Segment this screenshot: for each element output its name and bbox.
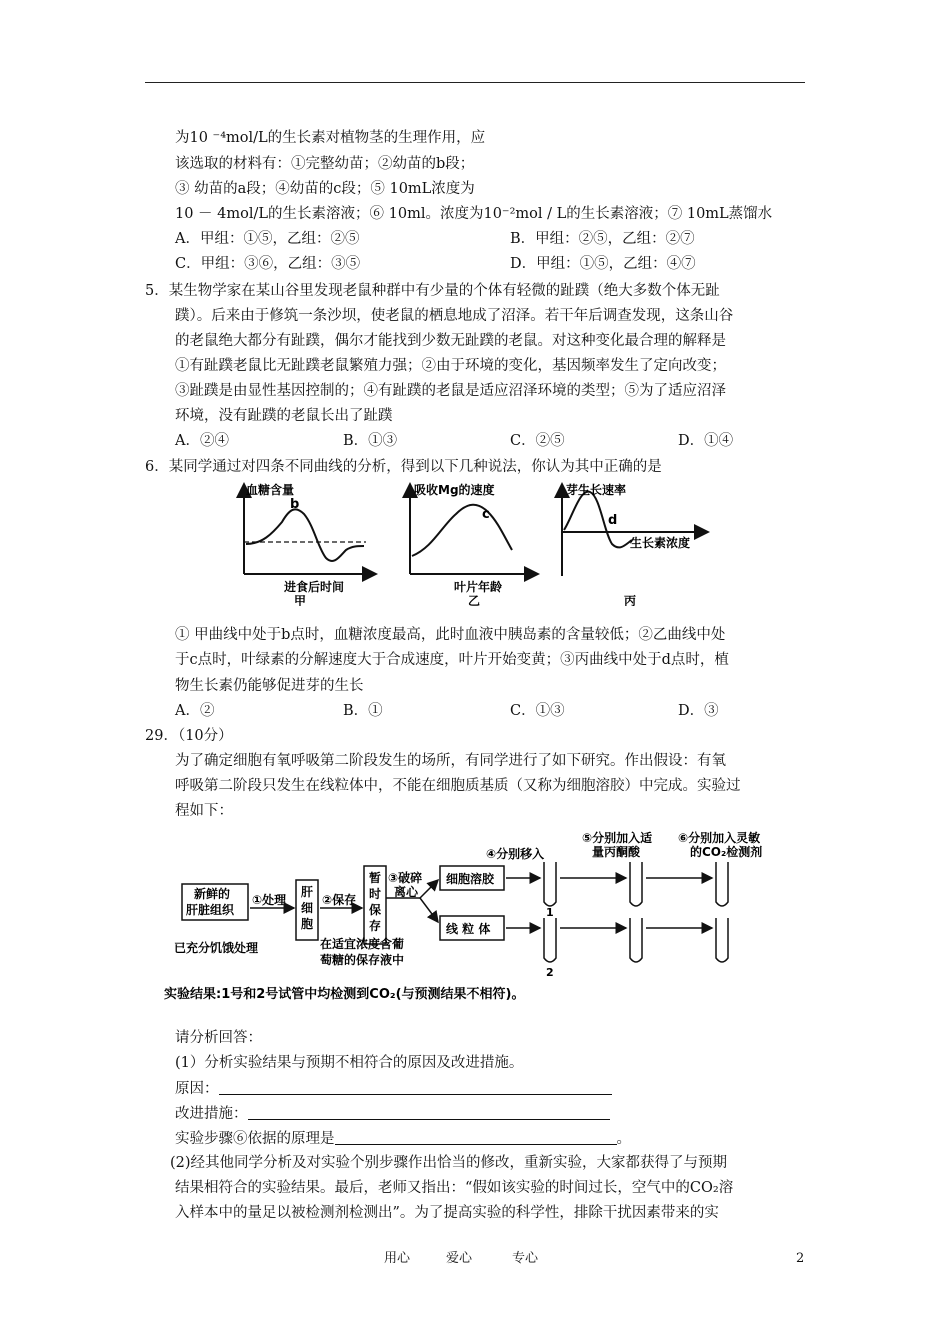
q4-option-a: A．甲组：①⑤，乙组：②⑤	[175, 231, 360, 247]
q6-stem: 6．某同学通过对四条不同曲线的分析，得到以下几种说法，你认为其中正确的是	[145, 459, 662, 475]
q6-option-d: D．③	[678, 703, 719, 719]
principle-end: 。	[616, 1131, 631, 1147]
tube-1	[544, 862, 556, 906]
experiment-diagram	[160, 826, 800, 1008]
graph-yi-xlabel: 叶片年龄	[454, 580, 503, 594]
q6-option-b: B．①	[343, 703, 383, 719]
graph-bing-xlabel: 生长素浓度	[630, 536, 691, 550]
q4-line-3: ③ 幼苗的a段；④幼苗的c段；⑤ 10mL浓度为	[175, 181, 475, 197]
fix-answer-blank[interactable]	[248, 1103, 610, 1120]
fix-row	[175, 1103, 610, 1124]
graph-yi-point: c	[482, 507, 490, 522]
q4-option-c: C．甲组：③⑥，乙组：③⑤	[175, 256, 361, 272]
graph-yi-name: 乙	[468, 594, 481, 606]
q29-header: 29．（10分）	[145, 728, 233, 744]
page-number: 2	[796, 1251, 805, 1266]
note-solution-2: 萄糖的保存液中	[320, 953, 405, 967]
temp-label-4: 存	[369, 919, 382, 933]
q29-sub1: (1）分析实验结果与预期不相符合的原因及改进措施。	[175, 1055, 524, 1071]
graph-bing-name: 丙	[624, 594, 637, 606]
q5-line-2: 蹼）。后来由于修筑一条沙坝，使老鼠的栖息地成了沼泽。若干年后调查发现，这条山谷	[175, 308, 734, 324]
q4-option-d: D．甲组：①⑤，乙组：④⑦	[510, 256, 696, 272]
graph-jia	[244, 482, 370, 606]
tube-col2-top	[630, 862, 642, 906]
q4-line-2: 该选取的材料有：①完整幼苗；②幼苗的b段；	[175, 156, 475, 172]
q6-option-a: A．②	[175, 703, 215, 719]
graph-yi-curve	[412, 505, 512, 556]
step3-label-2: 离心	[394, 885, 419, 899]
q29-line-2: 呼吸第二阶段只发生在线粒体中，不能在细胞质基质（又称为细胞溶胶）中完成。实验过	[175, 778, 741, 794]
tissue-label-1: 新鲜的	[194, 887, 231, 901]
q6-option-c: C．①③	[510, 703, 565, 719]
q6-line-3: 物生长素仍能够促进芽的生长	[175, 678, 364, 694]
step2-label: ②保存	[322, 893, 357, 907]
graph-yi-ylabel: 吸收Mg的速度	[414, 483, 495, 497]
temp-label-3: 保	[369, 903, 382, 917]
tube-col3-bottom	[716, 918, 728, 962]
q5-option-a: A．②④	[175, 433, 229, 449]
mito-label: 线 粒 体	[446, 922, 491, 936]
footer-yongxin: 用心	[384, 1251, 411, 1266]
experiment-result: 实验结果:1号和2号试管中均检测到CO₂(与预测结果不相符)。	[164, 987, 525, 1002]
branch-up-arrow	[420, 880, 438, 898]
tube-2-number: 2	[546, 966, 554, 979]
q5-option-d: D．①④	[678, 433, 734, 449]
header-rule	[145, 82, 805, 83]
reason-row	[175, 1078, 612, 1099]
q29-sub2-line-2: 结果相符合的实验结果。最后，老师又指出：“假如该实验的时间过长，空气中的CO₂溶	[175, 1180, 734, 1196]
q29-sub2-line-1: (2)经其他同学分析及对实验个别步骤作出恰当的修改，重新实验，大家都获得了与预期	[170, 1155, 728, 1171]
graph-bing-point: d	[608, 513, 618, 528]
graph-bing-curve	[564, 492, 632, 548]
graph-bing-ylabel: 芽生长速率	[566, 483, 627, 497]
footer-zhuanxin: 专心	[512, 1251, 539, 1266]
q4-line-4: 10 － 4mol/L的生长素溶液；⑥ 10ml。浓度为10⁻²mol / L的生长素溶液；⑦ 10mL蒸馏水	[175, 206, 773, 222]
q6-line-2: 于c点时，叶绿素的分解速度大于合成速度，叶片开始变黄；③丙曲线中处于d点时，植	[175, 652, 729, 668]
graph-jia-xlabel: 进食后时间	[284, 580, 345, 594]
q29-line-1: 为了确定细胞有氧呼吸第二阶段发生的场所，有同学进行了如下研究。作出假设：有氧	[175, 753, 726, 769]
step4-label: ④分别移入	[486, 847, 545, 861]
note-starved: 已充分饥饿处理	[174, 941, 259, 955]
graph-yi	[410, 482, 532, 606]
cell-label-1: 肝	[301, 885, 314, 899]
graph-jia-curve	[246, 509, 364, 561]
principle-row	[175, 1128, 631, 1149]
q4-option-b: B．甲组：②⑤，乙组：②⑦	[510, 231, 695, 247]
q5-line-4: ①有趾蹼老鼠比无趾蹼老鼠繁殖力强；②由于环境的变化，基因频率发生了定向改变；	[175, 358, 726, 374]
q5-line-3: 的老鼠绝大都分有趾蹼，偶尔才能找到少数无趾蹼的老鼠。对这种变化最合理的解释是	[175, 333, 726, 349]
q5-line-6: 环境，没有趾蹼的老鼠长出了趾蹼	[175, 408, 393, 424]
graph-jia-ylabel: 血糖含量	[246, 483, 295, 497]
branch-down-arrow	[420, 898, 438, 922]
step3-label-1: ③破碎	[388, 871, 423, 885]
q6-line-1: ① 甲曲线中处于b点时，血糖浓度最高，此时血液中胰岛素的含量较低；②乙曲线中处	[175, 627, 726, 643]
q6-graphs	[232, 478, 712, 606]
cell-label-3: 胞	[301, 917, 314, 931]
graph-jia-name: 甲	[294, 594, 307, 606]
temp-label-2: 时	[369, 887, 382, 901]
principle-label: 实验步骤⑥依据的原理是	[175, 1131, 335, 1147]
q29-ask: 请分析回答：	[175, 1030, 262, 1046]
reason-answer-blank[interactable]	[219, 1078, 612, 1095]
cell-label-2: 细	[301, 901, 314, 915]
reason-label: 原因：	[175, 1081, 219, 1097]
q5-line-5: ③趾蹼是由显性基因控制的；④有趾蹼的老鼠是适应沼泽环境的类型；⑤为了适应沼泽	[175, 383, 726, 399]
step1-label: ①处理	[252, 893, 287, 907]
q5-option-b: B．①③	[343, 433, 398, 449]
q29-line-3: 程如下：	[175, 803, 233, 819]
tissue-label-2: 肝脏组织	[186, 903, 235, 917]
q5-option-c: C．②⑤	[510, 433, 565, 449]
tube-col3-top	[716, 862, 728, 906]
graph-bing	[562, 482, 702, 606]
note-solution-1: 在适宜浓度含葡	[320, 937, 405, 951]
step6-label-1: ⑥分别加入灵敏	[678, 831, 761, 845]
tube-2	[544, 918, 556, 962]
cytosol-label: 细胞溶胶	[446, 872, 495, 886]
q5-line-1: 5．某生物学家在某山谷里发现老鼠种群中有少量的个体有轻微的趾蹼（绝大多数个体无趾	[145, 283, 720, 299]
step5-label-1: ⑤分别加入适	[582, 831, 653, 845]
step6-label-2: 的CO₂检测剂	[690, 845, 763, 859]
principle-answer-blank[interactable]	[335, 1128, 617, 1145]
tube-col2-bottom	[630, 918, 642, 962]
tube-1-number: 1	[546, 906, 554, 919]
graph-jia-point: b	[290, 497, 300, 512]
step5-label-2: 量丙酮酸	[592, 845, 641, 859]
temp-label-1: 暂	[369, 871, 382, 885]
fix-label: 改进措施：	[175, 1106, 248, 1122]
footer-aixin: 爱心	[446, 1251, 473, 1266]
q29-sub2-line-3: 入样本中的量足以被检测剂检测出”。为了提高实验的科学性，排除干扰因素带来的实	[175, 1205, 719, 1221]
q4-line-1: 为10 ⁻⁴mol/L的生长素对植物茎的生理作用，应	[175, 130, 486, 146]
